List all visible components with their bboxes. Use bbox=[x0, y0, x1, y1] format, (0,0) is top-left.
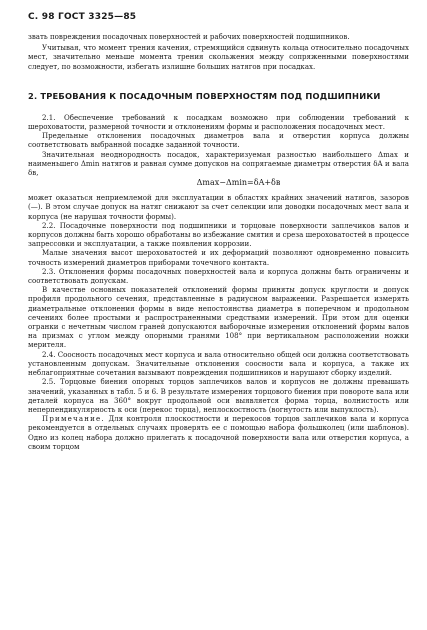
paragraph-2-3-shape: В качестве основных показателей отклонений формы приняты допуск круглости и допуск профиля продольного сечения, представленные в радиусном выражении. Разрешается измерять диаметральные отклонения формы в виде непостоянства диаметра в поперечном и продольном сечениях более простыми и распространенными средствами измерений. При этом для оценки огранки с нечетным числом граней допускаются выборочные измерения отклонений формы валов на призмах с углом между опорными гранями 108° при вертикальном расположении ножки мерителя. bbox=[28, 285, 409, 350]
section-title: 2. ТРЕБОВАНИЯ К ПОСАДОЧНЫМ ПОВЕРХНОСТЯМ ПОД ПОДШИПНИКИ bbox=[28, 90, 381, 101]
paragraph-2-1-selection: может оказаться неприемлемой для эксплуатации в областях крайних значений натягов, зазоров (—). В этом случае допуск на натяг снижают за счет селекции или доводки посадочных мест вала и корпуса (не нарушая точности формы). bbox=[28, 193, 409, 221]
note-paragraph bbox=[28, 414, 409, 451]
paragraph-2-1-heterogeneity: Значительная неоднородность посадок, характеризуемая разностью наибольшего Δmax и наименьшего Δmin натягов и равная сумме допусков на сопрягаемые диаметры отверстия δA и вала δв, bbox=[28, 149, 409, 178]
paragraph-2-1: 2.1. Обеспечение требований к посадкам возможно при соблюдении требований к шероховатости, размерной точности и отклонениям формы и расположения посадочных мест. bbox=[28, 112, 409, 132]
page-header: С. 98 ГОСТ 3325—85 bbox=[28, 12, 137, 22]
paragraph-2-4: 2.4. Соосность посадочных мест корпуса и вала относительно общей оси должна соответствовать установленным допускам. Значительные отклонения соосности вала и корпуса, а также их неблагоприятные сочетания вызывают повреждения подшипников и нарушают сборку изделий. bbox=[28, 349, 409, 378]
paragraph-continuation: звать повреждения посадочных поверхностей и рабочих поверхностей подшипников. bbox=[28, 32, 350, 41]
paragraph-2-2: 2.2. Посадочные поверхности под подшипники и торцовые поверхности заплечиков валов и корпусов должны быть хорошо обработаны во избежание смятия и среза шероховатостей в процессе запрессовки и эксплуатации, а также появления коррозии. bbox=[28, 220, 409, 249]
paragraph-2-1-tolerances: Предельные отклонения посадочных диаметров вала и отверстия корпуса должны соответствовать выбранной посадке заданной точности. bbox=[28, 131, 409, 150]
note-text: Для контроля плоскостности и перекосов торцов заплечиков вала и корпуса рекомендуется в отдельных случаях проверять ее с помощью набора фольшколец (или шаблонов). Одно из колец набора должно прилегать к посадочной поверхности вала или отверстия корпуса, а своим торцом bbox=[28, 414, 409, 451]
paragraph-2-2-roughness: Малые значения высот шероховатостей и их деформаций позволяют одновременно повысить точность измерений диаметров приборами точечного контакта. bbox=[28, 248, 409, 267]
formula: Δmax−Δmin=δA+δв bbox=[196, 178, 281, 188]
paragraph-friction: Учитывая, что момент трения качения, стремящийся сдвинуть кольца относительно посадочных мест, значительно меньше момента трения скольжения между сопряженными поверхностями следует, по возможности, избегать излишне больших натягов при посадках. bbox=[28, 43, 409, 71]
note-label: Примечание. bbox=[42, 414, 105, 424]
paragraph-2-3: 2.3. Отклонения формы посадочных поверхностей вала и корпуса должны быть ограничены и соответствовать допускам. bbox=[28, 266, 409, 286]
paragraph-2-5: 2.5. Торцовые биения опорных торцов заплечиков валов и корпусов не должны превышать значений, указанных в табл. 5 и 6. В результате измерения торцового биения при повороте вала или деталей корпуса на 360° вокруг продольной оси выявляется форма торца, волнистость или неперпендикулярность к оси (перекос торца), неплоскостность (вогнутость или выпуклость). bbox=[28, 377, 409, 414]
